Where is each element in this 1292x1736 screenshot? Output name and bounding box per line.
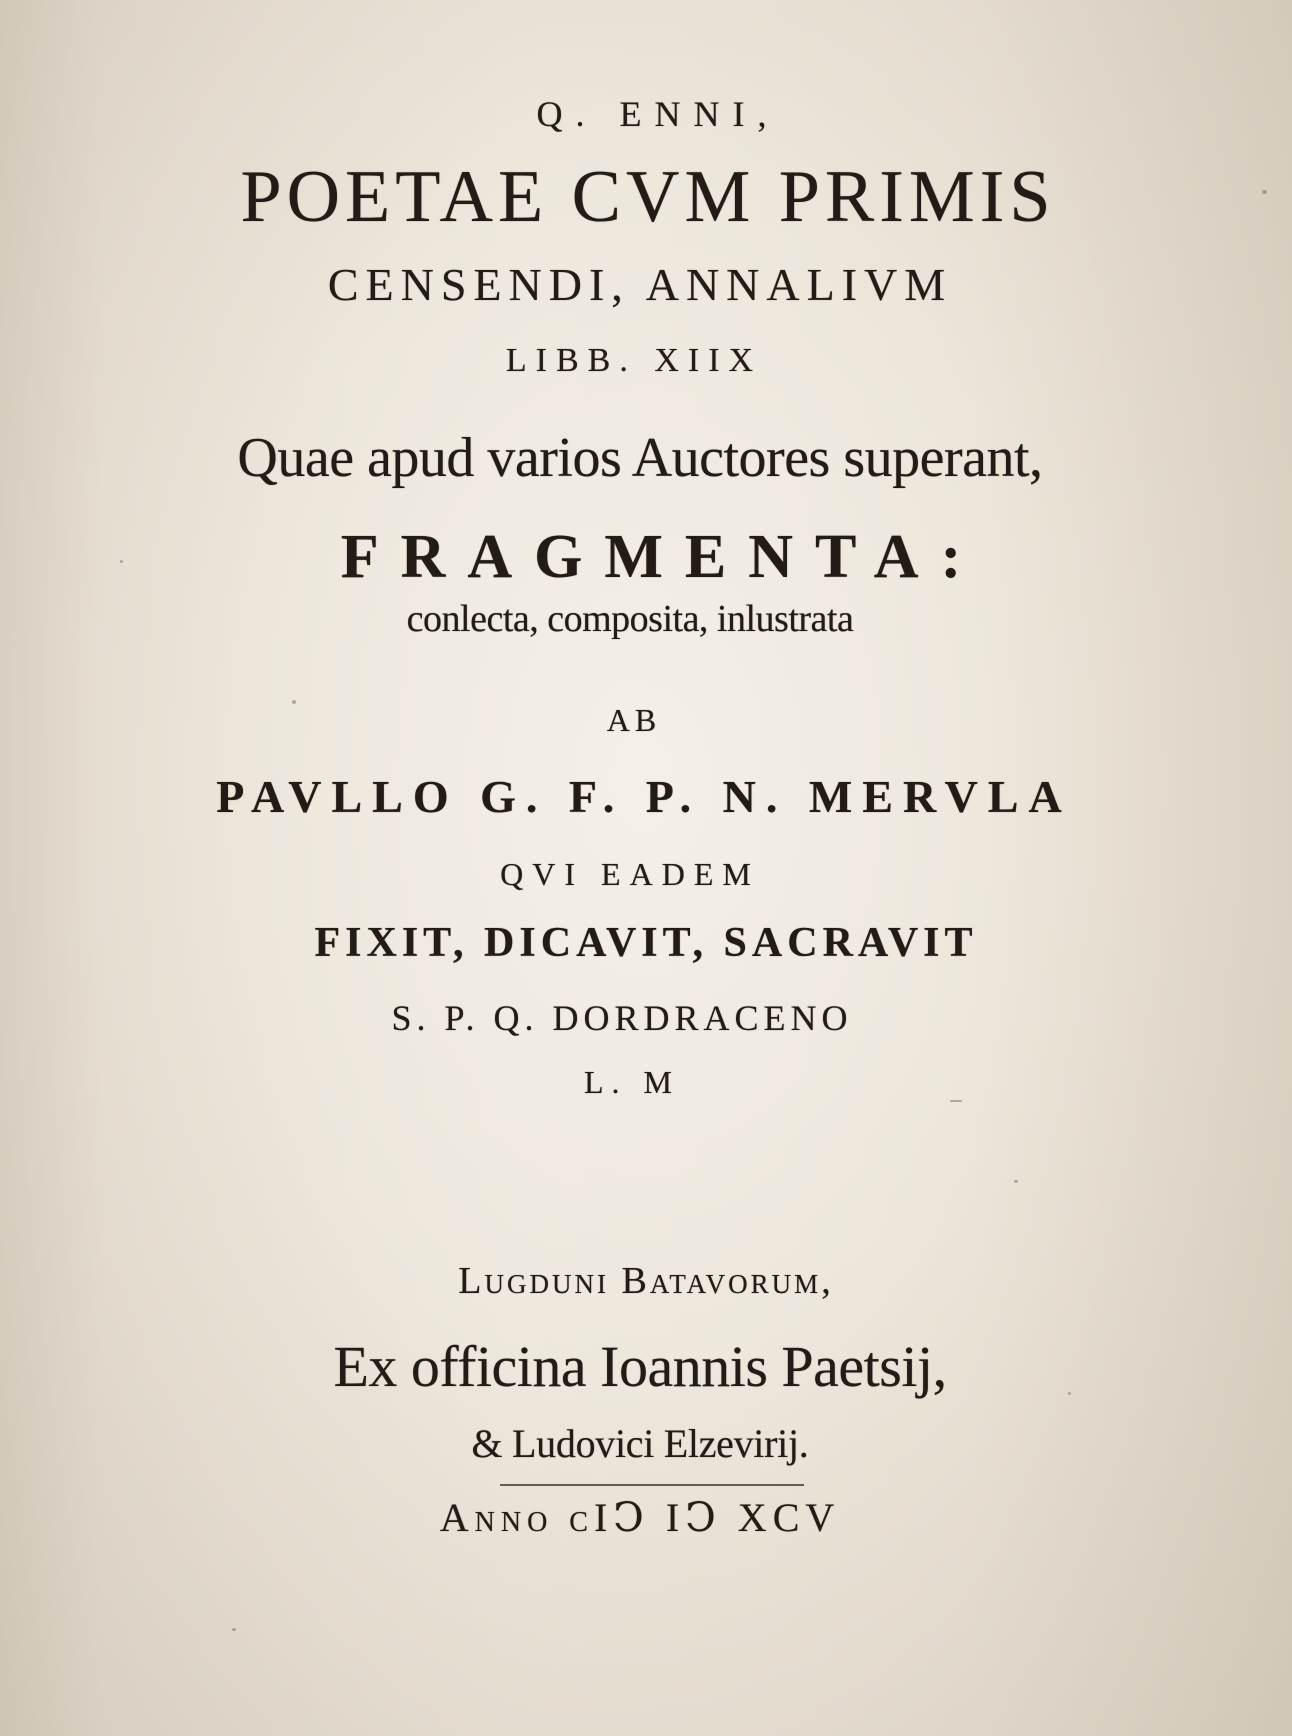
title-line-1: POETAE CVM PRIMIS [240,156,1056,238]
books-line: LIBB. XIIX [505,342,763,379]
qui-eadem-line: QVI EADEM [500,856,760,892]
editor-line: PAVLLO G. F. P. N. MERVLA [216,771,1072,822]
year-rule [500,1484,804,1486]
spq-line: S. P. Q. DORDRACENO [391,998,853,1038]
place-line: Lugduni Batavorum, [458,1260,834,1302]
paper-speck [1014,1180,1018,1183]
title-line-2: CENSENDI, ANNALIVM [327,259,953,310]
subtitle-line: Quae apud varios Auctores superant, [237,427,1043,489]
dedication-line: FIXIT, DICAVIT, SACRAVIT [314,920,978,966]
printer-line-2: & Ludovici Elzevirij. [471,1421,809,1466]
author-line: Q. ENNI, [536,94,780,134]
ab-line: AB [606,702,662,738]
fragmenta-line: FRAGMENTA: [340,523,984,591]
paper-speck [950,1100,962,1102]
paper-speck [232,1628,236,1631]
printer-line: Ex officina Ioannis Paetsij, [333,1334,947,1399]
collecta-line: conlecta, composita, inlustrata [406,598,854,640]
year-line: Anno cIↃ IↃ XCV [439,1495,841,1540]
lm-line: L. M [584,1064,680,1100]
